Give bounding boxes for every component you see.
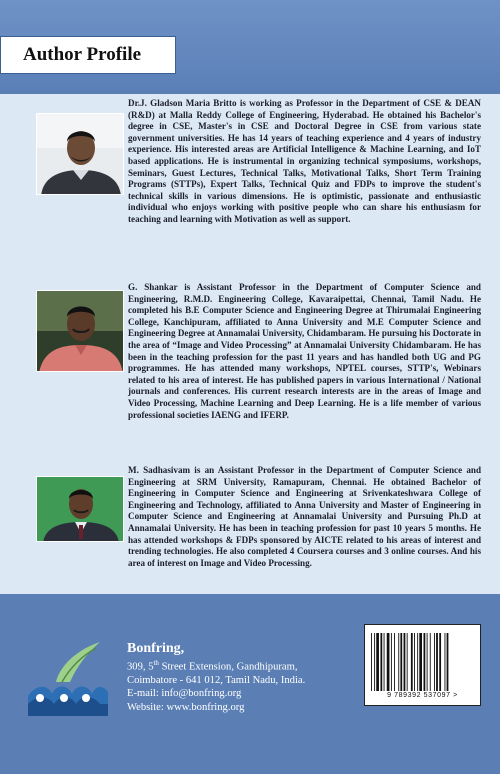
barcode-bar: [391, 633, 392, 691]
barcode-bar: [387, 633, 390, 691]
barcode-bar: [398, 633, 399, 691]
author-bio-shankar: G. Shankar is Assistant Professor in the Department of Computer Science and Engineering, R.M.D. Engineering College, Kavaraipettai, Chennai, Tamil Nadu. He completed his B.E Computer Science and Engineering Degree at Thirumalai Engineering College, Kanchipuram, affiliated to Anna University and M.E Computer Science and Engineering Degree at Annamalai University, Chidambaram. He pursuing his Doctorate in the area of “Image and Video Processing” at Annamalai University Chidambaram. He has been in the teaching profession for the past 11 years and has handled both UG and PG programmes. He has attended many workshops, NPTEL courses, STTP's, Webinars related to his area of interest. He has published papers in various International / National journals and conferences. His current research interests are in the areas of Image and Video Processing, Machine Learning and Deep Learning. He is a life member of various professional societies IAENG and IFERP.: [128, 282, 481, 420]
portrait-icon: [37, 291, 124, 372]
barcode-bar: [371, 633, 372, 691]
publisher-info: [127, 640, 357, 714]
barcode-bar: [447, 633, 449, 691]
barcode-bar: [430, 633, 431, 691]
barcode-bar: [436, 633, 438, 691]
barcode-bar: [404, 633, 406, 691]
barcode-bar: [376, 633, 379, 691]
quill-logo-icon: [26, 638, 110, 716]
barcode-bar: [384, 633, 385, 691]
barcode-bar: [400, 633, 402, 691]
author-photo-sadhasivam: [36, 476, 124, 542]
portrait-icon: [37, 114, 124, 195]
barcode-bar: [411, 633, 413, 691]
publisher-city: Coimbatore - 641 012, Tamil Nadu, India.: [127, 674, 306, 686]
author-bio-sadhasivam: M. Sadhasivam is an Assistant Professor in the Department of Computer Science and Engineering at SRM University, Ramapuram, Chennai. He obtained Bachelor of Engineering in Computer Science and Engineering at Srivenkateshwara College of Engineering and Technology, affiliated to Anna University and Master of Engineering in Computer Science and Engineering at Annamalai University and Pursuing Ph.D at Annamalai University. He has been in teaching profession for past 10 years 5 months. He has attended workshops & FDPs sponsored by AICTE related to his areas of interest and trending technologies. He also completed 4 Coursera courses and 3 online courses. And his area of interest on Image and Video Processing.: [128, 465, 481, 568]
barcode-bar: [414, 633, 415, 691]
barcode-bar: [380, 633, 382, 691]
portrait-icon: [37, 477, 124, 542]
publisher-address: 309, 5th Street Extension, Gandhipuram,: [127, 659, 298, 673]
barcode-bar: [394, 633, 395, 691]
title-box: [0, 36, 176, 74]
bonfring-logo: [26, 638, 110, 716]
publisher-email[interactable]: E-mail: info@bonfring.org: [127, 688, 242, 700]
barcode-bar: [439, 633, 441, 691]
author-bio-britto: Dr.J. Gladson Maria Britto is working as Professor in the Department of CSE & DEAN (R&D) at Malla Reddy College of Engineering, Hyderabad. He obtained his Bachelor's degree in CSE, Master's in CSE and Doctoral Degree in CSE from various state government universities. He has 14 years of teaching experience and 4 years of industry experience. His interested areas are Artificial Intelligence & Machine Learning, and IoT based applications. He is instrumental in organizing technical symposiums, workshops, Seminars, Guest Lectures, Technical Talks, Motivational Talks, Short Term Training Programs (STTPs), Expert Talks, Technical Quiz and FDPs to improve the student's technical skills in various dimensions. He is optimistic, passionate and enthusiastic individual who enjoys working with positive people who can share his enthusiasm for teaching and learning with Motivation as well as support.: [128, 98, 481, 224]
barcode-bar: [374, 633, 375, 691]
barcode-bar: [419, 633, 422, 691]
author-photo-shankar: [36, 290, 124, 372]
barcode-number: 9 789392 537097 >: [387, 692, 458, 699]
barcode-bar: [417, 633, 418, 691]
barcode-bar: [424, 633, 426, 691]
publisher-website[interactable]: Website: www.bonfring.org: [127, 701, 245, 713]
barcode-bar: [434, 633, 435, 691]
author-photo-britto: [36, 113, 124, 195]
barcode-bar: [407, 633, 408, 691]
barcode-bar: [445, 633, 446, 691]
publisher-name: Bonfring,: [127, 641, 185, 656]
page-title: Author Profile: [23, 44, 142, 65]
barcode-bar: [427, 633, 428, 691]
